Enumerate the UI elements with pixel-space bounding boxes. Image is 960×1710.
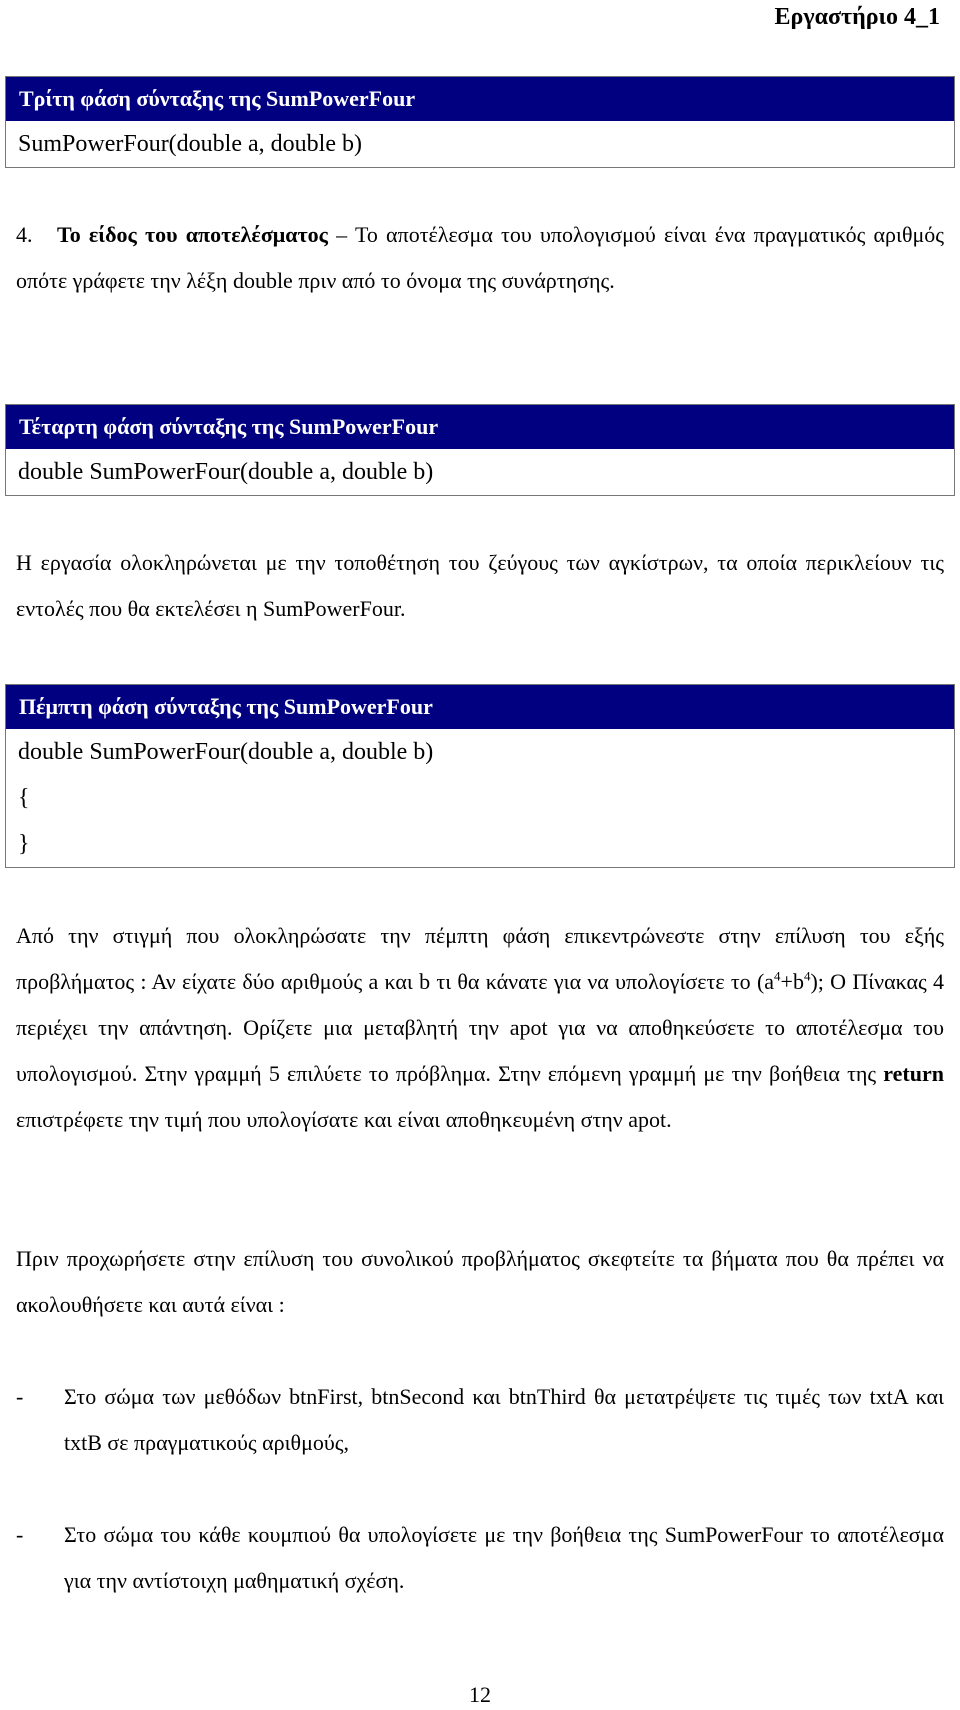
- phase-three-title: Τρίτη φάση σύνταξης της SumPowerFour: [6, 77, 954, 121]
- item-number: 4.: [16, 222, 33, 247]
- steps-intro-text: Πριν προχωρήσετε στην επίλυση του συνολικού προβλήματος σκεφτείτε τα βήματα που θα πρέπει να ακολουθήσετε και αυτά είναι :: [16, 1246, 944, 1317]
- code-line: double SumPowerFour(double a, double b): [18, 459, 434, 485]
- dash: –: [336, 222, 348, 247]
- list-marker: -: [16, 1384, 24, 1409]
- phase-four-title: Τέταρτη φάση σύνταξης της SumPowerFour: [6, 405, 954, 449]
- problem-paragraph: [16, 913, 944, 1143]
- code-line-close-brace: }: [18, 831, 30, 857]
- result-type-term: Το είδος του αποτελέσματος: [57, 222, 328, 247]
- list-item-text: Στο σώμα του κάθε κουμπιού θα υπολογίσετε με την βοήθεια της SumPowerFour το αποτέλεσμα για την αντίστοιχη μαθηματική σχέση.: [64, 1522, 944, 1593]
- superscript-4: 4: [803, 968, 811, 984]
- return-keyword: return: [883, 1061, 944, 1086]
- steps-intro-paragraph: [16, 1236, 944, 1328]
- list-item: [16, 1512, 944, 1604]
- superscript-4: 4: [774, 968, 781, 984]
- result-type-paragraph: [16, 212, 944, 304]
- page-number: 12: [469, 1682, 491, 1707]
- problem-text-2: +b: [780, 969, 804, 994]
- phase-four-box: [5, 404, 955, 496]
- problem-text-3: ); Ο Πίνακας 4 περιέχει την απάντηση. Ορίζετε μια μεταβλητή την apot για να αποθηκεύσετε το αποτέλεσμα του υπολογισμού. Στην γραμμή 5 επιλύετε το πρόβλημα. Στην επόμενη γραμμή με την βοήθεια της: [16, 969, 944, 1086]
- phase-three-box: [5, 76, 955, 168]
- braces-paragraph: [16, 540, 944, 632]
- problem-text-4: επιστρέφετε την τιμή που υπολογίσατε και είναι αποθηκευμένη στην apot.: [16, 1107, 672, 1132]
- phase-five-title: Πέμπτη φάση σύνταξης της SumPowerFour: [6, 685, 954, 729]
- problem-text-1: Από την στιγμή που ολοκληρώσατε την πέμπτη φάση επικεντρώνεστε στην επίλυση του εξής προβλήματος : Αν είχατε δύο αριθμούς a και b τι θα κάνατε για να υπολογίσετε το (a: [16, 923, 944, 994]
- code-line-open-brace: {: [18, 785, 30, 811]
- phase-five-box: [5, 684, 955, 868]
- code-line: double SumPowerFour(double a, double b): [18, 739, 434, 765]
- braces-text: Η εργασία ολοκληρώνεται με την τοποθέτηση του ζεύγους των αγκίστρων, τα οποία περικλείουν τις εντολές που θα εκτελέσει η SumPowerFour.: [16, 550, 944, 621]
- list-item-text: Στο σώμα των μεθόδων btnFirst, btnSecond και btnThird θα μετατρέψετε τις τιμές των txtA και txtB σε πραγματικούς αριθμούς,: [64, 1384, 944, 1455]
- result-type-text: Το αποτέλεσμα του υπολογισμού είναι ένα πραγματικός αριθμός οπότε γράφετε την λέξη double πριν από το όνομα της συνάρτησης.: [16, 222, 944, 293]
- list-item: [16, 1374, 944, 1466]
- page-header: Εργαστήριο 4_1: [774, 4, 940, 30]
- code-line: SumPowerFour(double a, double b): [18, 131, 362, 157]
- list-marker: -: [16, 1522, 24, 1547]
